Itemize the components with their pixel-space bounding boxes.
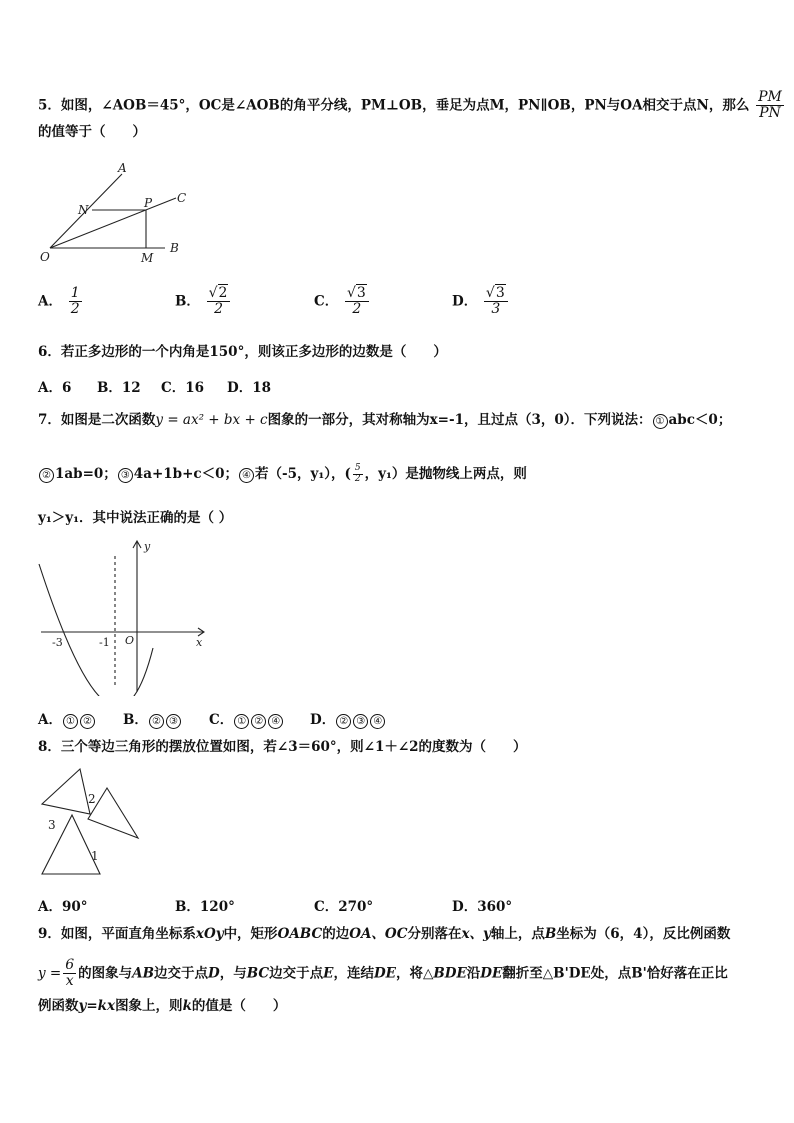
- q5-option-d[interactable]: D． $\frac{√3}{3}$: [452, 286, 510, 318]
- q5-label-b: B: [170, 241, 179, 255]
- q5-label-p: P: [144, 196, 153, 210]
- q7-label-x: x: [196, 636, 203, 649]
- q5-label-m: M: [141, 251, 154, 265]
- q7-line2: ② 1ab=0； ③ 4a+1b+c＜0； ④ 若（-5，y₁），( $\frac{5}{2}$ ，y₁）是抛物线上两点，则: [38, 464, 527, 485]
- q6-option-a[interactable]: A．6: [38, 380, 72, 396]
- q7-line1: 7．如图是二次函数y = ax² + bx + c图象的一部分，其对称轴为x=-1，且过点（3，0）．下列说法： ① abc＜0；: [38, 412, 732, 428]
- q7-option-a[interactable]: A． ① ②: [38, 708, 96, 729]
- q7-graph: [36, 536, 211, 696]
- q8-option-b[interactable]: B．120°: [175, 899, 235, 915]
- q6-text: 6．若正多边形的一个内角是150°，则该正多边形的边数是（ ）: [38, 344, 447, 360]
- q5-fraction-pm-pn: $\frac{PM}{PN}$: [758, 89, 782, 122]
- q6-option-d[interactable]: D．18: [227, 380, 271, 396]
- q8-text: 8．三个等边三角形的摆放位置如图，若∠3＝60°，则∠1＋∠2的度数为（ ）: [38, 739, 527, 755]
- q8-figure: [34, 766, 144, 881]
- q9-line2: y = $\frac{6}{x}$ 的图象与AB边交于点D，与BC边交于点E，连结DE，将△BDE沿DE翻折至△B'DE处，点B'恰好落在正比: [38, 957, 728, 990]
- q5-label-a: A: [118, 161, 127, 175]
- q5-label-n: N: [78, 203, 89, 217]
- q7-option-b[interactable]: B． ② ③: [123, 708, 182, 729]
- q7-label-y: y: [144, 540, 151, 553]
- q5-figure: [30, 158, 200, 268]
- q9-line3: 例函数y=kx图象上，则k的值是（ ）: [38, 998, 287, 1014]
- q7-option-c[interactable]: C． ① ② ④: [209, 708, 284, 729]
- q8-option-a[interactable]: A．90°: [38, 899, 88, 915]
- q5-text: 5．如图，∠AOB＝45°，OC是∠AOB的角平分线，PM⊥OB，垂足为点M，PN∥OB，PN与OA相交于点N，那么: [38, 97, 750, 114]
- q6-option-c[interactable]: C．16: [161, 380, 205, 396]
- q7-label-minus3: -3: [52, 636, 63, 649]
- q5-line1: [38, 90, 786, 122]
- q8-angle-2: 2: [88, 792, 96, 806]
- q5-option-a[interactable]: A． $\frac{1}{2}$: [38, 285, 80, 318]
- q5-label-o: O: [40, 250, 50, 264]
- q7-formula: y = ax² + bx + c: [155, 412, 268, 428]
- q6-option-b[interactable]: B．12: [97, 380, 141, 396]
- q8-option-d[interactable]: D．360°: [452, 899, 513, 915]
- q7-label-origin: O: [125, 634, 135, 647]
- q7-label-minus1: -1: [99, 636, 110, 649]
- q9-line1: 9．如图，平面直角坐标系xOy中，矩形OABC的边OA、OC分别落在x、y轴上，点B坐标为（6，4），反比例函数: [38, 926, 731, 942]
- q5-option-c[interactable]: C． $\frac{√3}{2}$: [314, 286, 371, 318]
- q8-angle-3: 3: [48, 818, 56, 832]
- q8-option-c[interactable]: C．270°: [314, 899, 374, 915]
- q8-angle-1: 1: [91, 849, 99, 863]
- q5-line2: 的值等于（ ）: [38, 124, 146, 140]
- q7-line3: y₁＞y₁．其中说法正确的是（ ）: [38, 510, 233, 526]
- q5-label-c: C: [177, 191, 187, 205]
- q5-option-b[interactable]: B． $\frac{√2}{2}$: [175, 286, 232, 318]
- q7-option-d[interactable]: D． ② ③ ④: [310, 708, 386, 729]
